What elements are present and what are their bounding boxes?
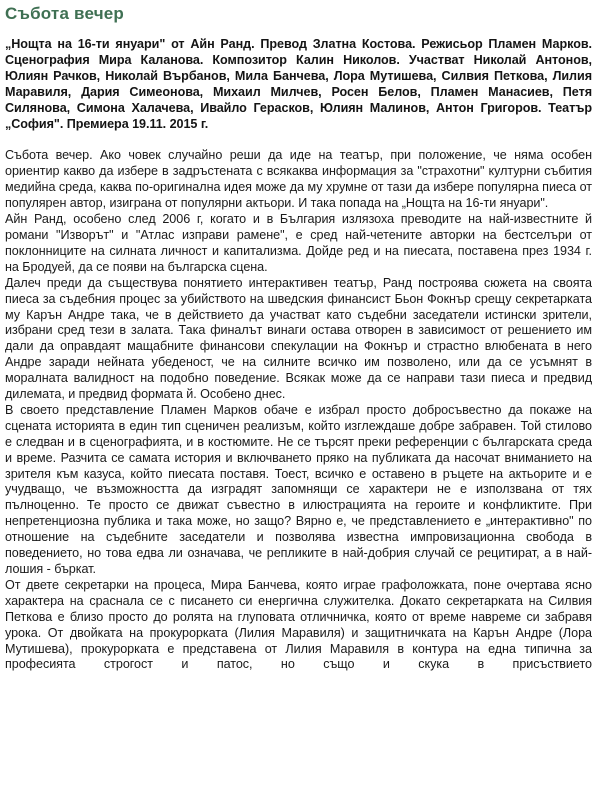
article-paragraph: Айн Ранд, особено след 2006 г, когато и в България излязоха преводите на най-известните й романи "Изворът" и "Атлас изправи рамене", е сред най-четените авторки на бестселъри от поклонниците на силната личност и капитализма. Дойде ред и на пиесата, поставена през 1934 г. на Бродуей, да се появи на българска сцена. (5, 212, 592, 274)
article-paragraph: Далеч преди да съществува понятието интерактивен театър, Ранд построява сюжета на своята пиеса за съдебния процес за убийството на шведския финансист Бьон Фокнър срещу секретарката му Карън Андре така, че в действието да участват като съдебни заседатели истински зрители, избрани сред тези в залата. Така финалът винаги остава отворен в зависимост от решението им дали да оправдаят мащабните финансови спекулации на Фокнър и страстно влюбената в него Андре заради нейната убеденост, че на силните всичко им позволено, или да се усъмнят в моралната валидност на подобно поведение. Всякак може да се направи тази пиеса и предвид дилемата, и предвид формата й. Особено днес. (5, 275, 592, 402)
production-credits: „Нощта на 16-ти януари" от Айн Ранд. Превод Златна Костова. Режисьор Пламен Марков. Сценография Мира Каланова. Композитор Калин Николов. Участват Николай Антонов, Юлиян Рачков, Николай Върбанов, Мила Банчева, Лора Мутишева, Силвия Петкова, Лилия Маравиля, Дария Симеонова, Михаил Милчев, Росен Белов, Пламен Манасиев, Петя Силянова, Симона Халачева, Ивайло Герасков, Юлиян Малинов, Антон Григоров. Театър „София". Премиера 19.11. 2015 г. (5, 37, 592, 131)
article-body (5, 148, 592, 673)
page-title: Събота вечер (5, 4, 125, 23)
article-paragraph: От двете секретарки на процеса, Мира Банчева, която играе графоложката, поне очертава ясно характера на сраснала се с писането си енергична служителка. Докато секретарката на Силвия Петкова е близо просто до ролята на глуповата отличничка, която от време навреме си забравя урока. От двойката на прокурорката (Лилия Маравиля) и защитничката на Карън Андре (Лора Мутишева), прокурорката е представена от Лилия Маравиля в контура на една типична за професията строгост и патос, но също и скука в присъствието (5, 577, 592, 672)
article-paragraph: В своето представление Пламен Марков обаче е избрал просто добросъвестно да покаже на сцената историята в един тип сценичен реализъм, който изглеждаше добре забравен. Той стилово е следван и в сценографията, и в костюмите. Не се търсят преки референции с българската среда и време. Разчита се самата история и включването пряко на публиката да насочат вниманието на зрителя към казуса, който пиесата поставя. Тоест, всичко е оставено в ръцете на актьорите и е учудващо, че възможността да изградят запомнящи се характери не е използвана от тях пълноценно. Те просто се движат съвестно в илюстрацията на героите и конфликтите. При непретенциозна публика и така може, но защо? Вярно е, че представлението е „интерактивно" по отношение на съдебните заседатели и позволява известна импровизационна свобода в поведението, но това едва ли означава, че репликите в най-добрия случай се рецитират, а в най-лошия - бъркат. (5, 402, 592, 576)
article-paragraph: Събота вечер. Ако човек случайно реши да иде на театър, при положение, че няма особен ориентир какво да избере в задръстената с всякаква информация за "страхотни" културни събития медийна среда, каква по-оригинална идея може да му хрумне от тази да избере популярна пиеса от популярен автор, изиграна от популярни актьори. И така попада на „Нощта на 16-ти януари". (5, 148, 592, 211)
